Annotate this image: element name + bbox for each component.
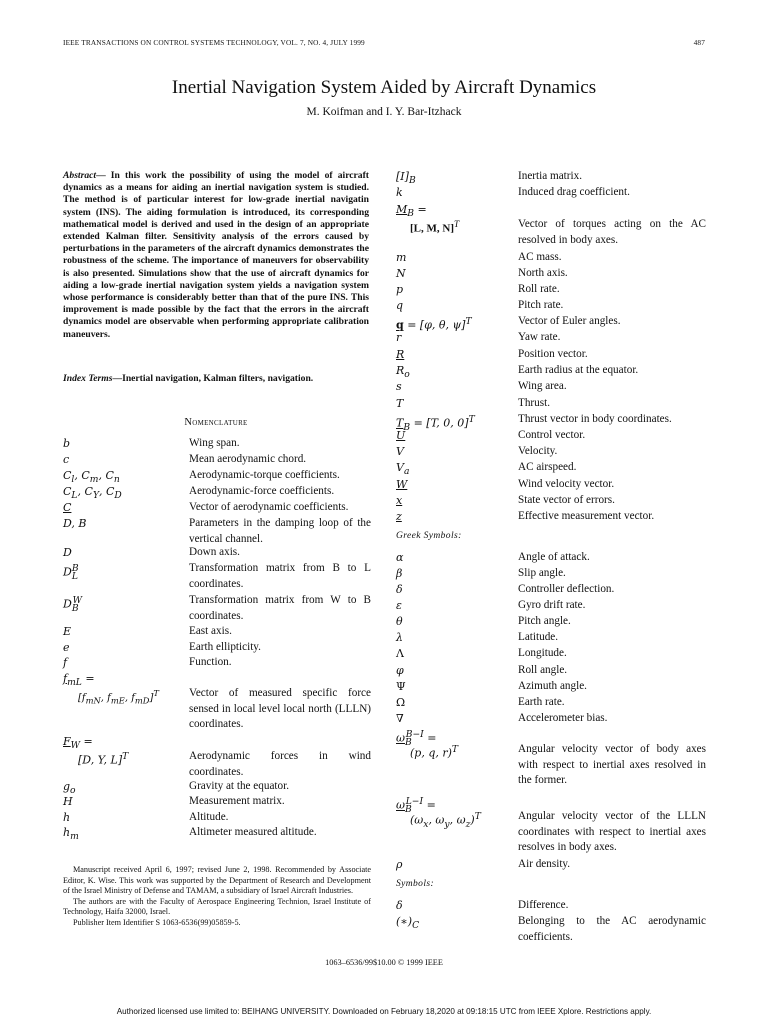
- running-header: [63, 38, 705, 47]
- nom-desc: Pitch angle.: [518, 615, 571, 627]
- nom-symbol: m: [396, 251, 407, 264]
- nom-symbol: $T_B = [T$, 0, 0]$^T$: [396, 414, 475, 433]
- nom-desc: Mean aerodynamic chord.: [189, 453, 307, 465]
- nom-desc: Latitude.: [518, 631, 559, 643]
- nom-symbol: R: [396, 348, 405, 361]
- nom-symbol-cont: [L, M, N]$^T$: [410, 219, 460, 235]
- abstract: [63, 170, 369, 341]
- nom-desc: Pitch rate.: [518, 299, 564, 311]
- nom-symbol: $f_{mL}$ =: [63, 672, 95, 689]
- nom-symbol: Ψ: [396, 680, 406, 693]
- nom-desc: Earth radius at the equator.: [518, 364, 639, 376]
- nom-symbol: c: [63, 453, 70, 466]
- abstract-label: Abstract: [63, 170, 97, 181]
- nom-symbol: $C_l$, $C_m$, $C_n$: [63, 469, 120, 486]
- nom-symbol: h: [63, 811, 71, 824]
- footnote: Publisher Item Identifier S 1063-6536(99)05859-5.: [73, 917, 241, 927]
- page-number: 487: [693, 38, 705, 47]
- nom-symbol-cont: ($\omega_x$, $\omega_y$, $\omega_z)^T$: [410, 811, 481, 830]
- nom-desc: Angular velocity vector of body axes with respect to inertial axes resolved in the former.: [518, 743, 706, 787]
- nom-desc: Longitude.: [518, 647, 567, 659]
- nom-desc: Wing area.: [518, 380, 567, 392]
- nom-desc: Vector of torques acting on the AC resolved in body axes.: [518, 218, 706, 246]
- nom-symbol: $F_W$ =: [63, 735, 93, 752]
- nom-symbol: q: [396, 299, 404, 312]
- nom-symbol: x: [396, 494, 403, 507]
- nomenclature-heading: Nomenclature: [184, 417, 248, 428]
- nom-desc: State vector of errors.: [518, 494, 615, 506]
- nom-symbol-cont: [$f_{mN}$, $f_{mE}$, $f_{mD}]^T$: [78, 688, 159, 706]
- nom-desc: North axis.: [518, 267, 568, 279]
- nom-symbol: $M_B$ =: [396, 203, 427, 220]
- nom-desc: Thrust.: [518, 397, 551, 409]
- nom-desc: Aerodynamic-torque coefficients.: [189, 469, 340, 481]
- nom-desc: Velocity.: [518, 445, 558, 457]
- paper-title: Inertial Navigation System Aided by Aircraft Dynamics: [171, 77, 597, 98]
- nom-symbol: β: [396, 567, 403, 580]
- nom-desc: Inertia matrix.: [518, 170, 582, 182]
- nom-desc: Down axis.: [189, 546, 240, 558]
- nom-symbol: z: [396, 510, 402, 523]
- nom-desc: Earth rate.: [518, 696, 565, 708]
- nom-desc: Gravity at the equator.: [189, 780, 290, 792]
- nom-symbol: T: [396, 397, 404, 410]
- nom-desc: Vector of measured specific force sensed in local level local north (LLLN) coordinates.: [189, 687, 371, 731]
- nom-symbol: H: [63, 795, 73, 808]
- nom-desc: Aerodynamic forces in wind coordinates.: [189, 750, 371, 778]
- authorized-use-notice: Authorized licensed use limited to: BEIHANG UNIVERSITY. Downloaded on February 18,2020 at 09:18:15 UTC from IEEE Xplore. Restrictions apply.: [116, 1007, 652, 1016]
- nom-symbol: $V_a$: [396, 461, 410, 478]
- nom-desc: Effective measurement vector.: [518, 510, 655, 522]
- nom-symbol: $R_o$: [396, 364, 410, 381]
- nom-desc: Transformation matrix from B to L coordinates.: [189, 562, 371, 590]
- nom-symbol: $\omega_B^{B-I}$ =: [396, 729, 437, 748]
- nom-desc: East axis.: [189, 625, 232, 637]
- issn-line: 1063–6536/99$10.00 © 1999 IEEE: [325, 958, 443, 967]
- nom-symbol: $(∗)_C$: [396, 915, 420, 932]
- nom-desc: Function.: [189, 656, 232, 668]
- nom-symbol: $g_o$: [63, 780, 76, 797]
- nom-desc: Position vector.: [518, 348, 588, 360]
- nom-symbol: θ: [396, 615, 403, 628]
- footnote: Manuscript received April 6, 1997; revised June 2, 1998. Recommended by Associate Editor, K. Wise. This work was supported by the Department of Research and Development of the Israel Ministry of Defense and TAMAM, a subsidiary of Israel Aircraft Industries.: [63, 865, 371, 895]
- nom-desc: Induced drag coefficient.: [518, 186, 630, 198]
- paper-authors: M. Koifman and I. Y. Bar-Itzhack: [306, 106, 462, 118]
- nom-symbol-cont: [D, Y, L]$^T$: [78, 751, 129, 767]
- nom-desc: Control vector.: [518, 429, 586, 441]
- symbols-heading: Symbols:: [396, 879, 435, 889]
- index-terms: [63, 373, 369, 384]
- nom-symbol: N: [396, 267, 406, 280]
- nom-desc: Earth ellipticity.: [189, 641, 261, 653]
- nom-desc: Wing span.: [189, 437, 240, 449]
- nom-desc: Transformation matrix from W to B coordinates.: [189, 594, 371, 622]
- nom-symbol: D: [63, 546, 72, 559]
- abstract-text: — In this work the possibility of using the model of aircraft dynamics as a means for aiding an inertial navigation system is studied. The method is of particular interest for low-grade inertial navigatin system (INS). The aiding formulation is introduced, its corresponding mathematical model is derived and used in the design of an appropriate extended Kalman filter. Sensitivity analysis of the errors caused by perturbations in the parameters of the aircraft dynamics demonstrates the robustness of the scheme. The importance of maneuvers for observability is also presented. Simulations show that the use of aircraft dynamics for aiding a low-grade inertial navigation system yields a navigation system whose performance is considerably better than that of the pure INS. This improvement is made possible by the fact that the errors in the aircraft dynamics model are observable when performing appropriate calibration maneuvers.: [63, 170, 369, 340]
- nom-desc: Roll angle.: [518, 664, 568, 676]
- nom-desc: Angle of attack.: [518, 551, 590, 563]
- nom-symbol: U: [396, 429, 406, 442]
- nom-desc: Vector of Euler angles.: [518, 315, 621, 327]
- nom-symbol: f: [63, 656, 68, 669]
- nom-symbol: D, B: [63, 517, 87, 530]
- nom-symbol: δ: [396, 583, 403, 596]
- nom-desc: Azimuth angle.: [518, 680, 587, 692]
- footnote: The authors are with the Faculty of Aerospace Engineering Technion, Israel Institute of Technology, Haifa 32000, Israel.: [63, 896, 371, 916]
- nom-desc: Angular velocity vector of the LLLN coordinates with respect to inertial axes resolves in body axes.: [518, 810, 706, 854]
- nom-desc: Air density.: [518, 858, 571, 870]
- nom-symbol: $D_L^B$: [63, 563, 79, 582]
- nom-symbol: δ: [396, 899, 403, 912]
- nom-symbol: W: [396, 478, 408, 491]
- nom-desc: Yaw rate.: [518, 331, 561, 343]
- nom-symbol: λ: [396, 631, 403, 644]
- nom-symbol: $\omega_B^{L-I}$ =: [396, 796, 436, 815]
- index-terms-text: —Inertial navigation, Kalman filters, navigation.: [112, 373, 314, 384]
- nom-symbol: e: [63, 641, 70, 654]
- nom-desc: Thrust vector in body coordinates.: [518, 413, 672, 425]
- nom-symbol: p: [396, 283, 404, 296]
- nom-desc: Aerodynamic-force coefficients.: [189, 485, 335, 497]
- nom-desc: Belonging to the AC aerodynamic coefficients.: [518, 915, 706, 943]
- nom-desc: Altimeter measured altitude.: [189, 826, 317, 838]
- journal-header: IEEE TRANSACTIONS ON CONTROL SYSTEMS TECHNOLOGY, VOL. 7, NO. 4, JULY 1999: [63, 38, 365, 47]
- nom-desc: Gyro drift rate.: [518, 599, 586, 611]
- nom-symbol: k: [396, 186, 403, 199]
- nom-symbol: $h_m$: [63, 826, 79, 843]
- nom-desc: Parameters in the damping loop of the vertical channel.: [189, 517, 371, 545]
- nom-symbol: Ω: [396, 696, 406, 709]
- nom-symbol: $[I]_B$: [396, 170, 416, 187]
- nom-symbol: E: [63, 625, 72, 638]
- nom-symbol: b: [63, 437, 71, 450]
- nom-desc: Controller deflection.: [518, 583, 615, 595]
- nom-desc: Accelerometer bias.: [518, 712, 608, 724]
- greek-symbols-heading: Greek Symbols:: [396, 531, 462, 541]
- nom-symbol: α: [396, 551, 404, 564]
- nom-desc: Vector of aerodynamic coefficients.: [189, 501, 349, 513]
- nom-symbol: ∇: [396, 712, 404, 725]
- nom-desc: Roll rate.: [518, 283, 560, 295]
- footnotes: [63, 865, 371, 928]
- nom-symbol: V: [396, 445, 404, 458]
- nom-symbol: ρ: [396, 858, 403, 871]
- nom-desc: Altitude.: [189, 811, 229, 823]
- nom-symbol-cont: (p, q, r)$^T$: [410, 744, 459, 760]
- nom-symbol: $D_B^W$: [63, 595, 82, 614]
- nom-symbol: Λ: [396, 647, 404, 660]
- nom-desc: Slip angle.: [518, 567, 566, 579]
- nom-desc: Difference.: [518, 899, 569, 911]
- nom-symbol: r: [396, 331, 402, 344]
- nom-desc: AC mass.: [518, 251, 562, 263]
- nom-symbol: C: [63, 501, 72, 514]
- nom-desc: Measurement matrix.: [189, 795, 285, 807]
- nom-desc: Wind velocity vector.: [518, 478, 615, 490]
- nom-symbol: ε: [396, 599, 402, 612]
- nom-symbol: q = [φ, θ, ψ]$^T$: [396, 316, 472, 332]
- index-terms-label: Index Terms: [63, 373, 113, 384]
- nom-symbol: φ: [396, 664, 404, 677]
- nom-symbol: s: [396, 380, 402, 393]
- nom-desc: AC airspeed.: [518, 461, 577, 473]
- nom-symbol: $C_L$, $C_Y$, $C_D$: [63, 485, 122, 502]
